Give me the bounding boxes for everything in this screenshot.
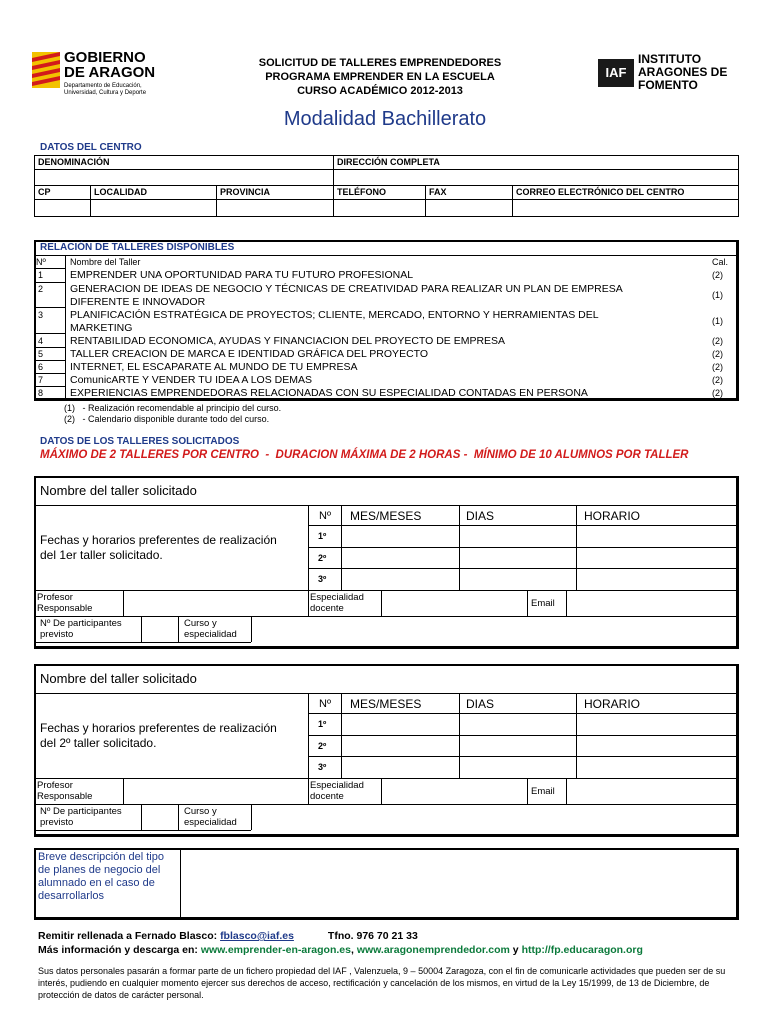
descripcion-line3: alumnado en el caso de [38, 877, 155, 889]
talleres-header-rule [34, 255, 739, 256]
provincia-label: PROVINCIA [220, 187, 271, 197]
taller1-fechas-line1: Fechas y horarios preferentes de realización [40, 533, 277, 547]
taller2-profesor-input[interactable] [124, 779, 307, 803]
taller2-horario-1-input[interactable] [577, 714, 737, 735]
taller2-fechas-label [40, 721, 277, 751]
taller2-especialidad-input[interactable] [382, 779, 527, 803]
grid-line [178, 804, 179, 830]
telefono-label: TELÉFONO [337, 187, 386, 197]
taller1-profesor-input[interactable] [124, 591, 307, 615]
num-col-rule [34, 307, 65, 308]
y-text: y [509, 944, 522, 956]
col-n-header: Nº [319, 510, 331, 522]
email-label: Email [531, 598, 555, 609]
curso-line1: Curso y [184, 806, 217, 817]
tfno-text: Tfno. 976 70 21 33 [327, 930, 418, 942]
taller-name: TALLER CREACION DE MARCA E IDENTIDAD GRÁFICA DEL PROYECTO [70, 348, 429, 360]
taller-cal: (2) [712, 375, 723, 385]
taller-name: ComunicARTE Y VENDER TU IDEA A LOS DEMAS [70, 374, 312, 386]
taller2-curso-input[interactable] [252, 805, 737, 829]
col-n-header: Nº [319, 698, 331, 710]
datos-centro-title: DATOS DEL CENTRO [40, 142, 142, 153]
iaf-logo [598, 53, 748, 95]
descripcion-line1: Breve descripción del tipo [38, 851, 164, 863]
taller-cal: (2) [712, 349, 723, 359]
aragon-shield-icon [32, 52, 60, 88]
col-name-header: Nombre del Taller [70, 257, 141, 267]
taller-name-cont: DIFERENTE E INNOVADOR [70, 296, 206, 308]
gov-logo-line2: DE ARAGON [64, 64, 156, 81]
privacy-note: Sus datos personales pasarán a formar parte de un fichero propiedad del IAF , Valenzuela, 9 – 50004 Zaragoza, con el fin de comunicarle actividades que pueden ser de su interés, pudiendo en cualquier momento ejercer sus derechos de acceso, rectificación y cancelación de los mismos, en virtud de la Ley 15/1999, de 13 de Diciembre, de protección de datos de carácter personal. [38, 966, 726, 1000]
taller-cal: (1) [712, 290, 723, 300]
row-3-label: 3º [318, 574, 327, 584]
taller1-participantes-input[interactable] [142, 617, 178, 641]
taller-num: 7 [38, 375, 44, 385]
taller1-curso-input[interactable] [252, 617, 737, 641]
grid-line [34, 830, 251, 831]
denominacion-label: DENOMINACIÓN [38, 157, 110, 167]
taller1-especialidad-input[interactable] [382, 591, 527, 615]
taller-name: RENTABILIDAD ECONOMICA, AYUDAS Y FINANCIACION DEL PROYECTO DE EMPRESA [70, 335, 506, 347]
row-1-label: 1º [318, 531, 327, 541]
centro-row-divider [34, 199, 739, 200]
divider [34, 693, 739, 694]
taller-name: PLANIFICACIÓN ESTRATÉGICA DE PROYECTOS; CLIENTE, MERCADO, ENTORNO Y HERRAMIENTAS DEL [70, 309, 599, 321]
talleres-title: RELACIÓN DE TALLERES DISPONIBLES [40, 242, 235, 253]
talleres-col-divider [65, 255, 66, 400]
grid-line [527, 590, 528, 616]
col-mes-header: MES/MESES [350, 509, 422, 523]
grid-line [34, 642, 251, 643]
taller-name: INTERNET, EL ESCAPARATE AL MUNDO DE TU EMPRESA [70, 361, 358, 373]
row-1-label: 1º [318, 719, 327, 729]
taller1-nombre-label: Nombre del taller solicitado [40, 483, 197, 498]
talleres-note-2: (2) - Calendario disponible durante todo del curso. [64, 414, 270, 424]
taller2-fechas-line2: del 2º taller solicitado. [40, 736, 157, 750]
fax-label: FAX [429, 187, 447, 197]
profesor-line1: Profesor [37, 592, 73, 603]
taller2-mes-1-input[interactable] [342, 714, 459, 735]
gov-logo-dept: Departamento de Educación, [64, 83, 142, 89]
taller2-nombre-label: Nombre del taller solicitado [40, 671, 197, 686]
descripcion-line2: de planes de negocio del [38, 864, 161, 876]
taller-num: 4 [38, 336, 44, 346]
grid-line [308, 590, 309, 616]
curso-line2: especialidad [184, 629, 237, 640]
taller1-dias-1-input[interactable] [460, 526, 576, 547]
sep-text: , [350, 944, 357, 956]
telefono-field[interactable] [333, 185, 426, 217]
taller-cal: (2) [712, 362, 723, 372]
especialidad-line2: docente [310, 791, 344, 802]
talleres-note-1: (1) - Realización recomendable al principio del curso. [64, 403, 282, 413]
especialidad-label [310, 592, 364, 614]
especialidad-line1: Especialidad [310, 780, 364, 791]
divider [34, 505, 739, 506]
iaf-badge: IAF [598, 59, 634, 87]
gov-logo-line1: GOBIERNO [64, 49, 146, 66]
taller-name-cont: MARKETING [70, 322, 133, 334]
provincia-field[interactable] [216, 185, 334, 217]
col-num-header: Nº [36, 257, 46, 267]
iaf-line1: INSTITUTO [638, 52, 702, 66]
solicitados-limits: MÁXIMO DE 2 TALLERES POR CENTRO - DURACION MÁXIMA DE 2 HORAS - MÍNIMO DE 10 ALUMNOS POR TALLER [40, 449, 689, 461]
num-col-rule [34, 268, 65, 269]
taller-num: 8 [38, 388, 44, 398]
especialidad-line1: Especialidad [310, 592, 364, 603]
gobierno-aragon-logo [32, 48, 172, 104]
participantes-label [40, 806, 122, 828]
taller-num: 2 [38, 284, 44, 294]
participantes-line2: previsto [40, 629, 74, 640]
curso-line1: Curso y [184, 618, 217, 629]
form-header-titles [200, 56, 560, 98]
curso-label [184, 806, 237, 828]
taller-name: EXPERIENCIAS EMPRENDEDORAS RELACIONADAS CON SU ESPECIALIDAD CONTADAS EN PERSONA [70, 387, 588, 399]
grid-line [308, 547, 739, 548]
num-col-rule [34, 333, 65, 334]
profesor-label [37, 592, 92, 614]
grid-line [308, 735, 739, 736]
participantes-line1: Nº De participantes [40, 806, 122, 817]
iaf-line3: FOMENTO [638, 78, 698, 92]
taller-num: 6 [38, 362, 44, 372]
grid-line [527, 778, 528, 804]
localidad-field[interactable] [90, 185, 217, 217]
row-2-label: 2º [318, 553, 327, 563]
col-horario-header: HORARIO [584, 509, 641, 523]
taller-cal: (2) [712, 336, 723, 346]
taller-num: 3 [38, 310, 44, 320]
taller2-dias-1-input[interactable] [460, 714, 576, 735]
iaf-line2: ARAGONES DE [638, 65, 728, 79]
grid-line [178, 616, 179, 642]
web1-link[interactable]: www.emprender-en-aragon.es [200, 944, 351, 956]
mas-info-text: Más información y descarga en: [38, 944, 201, 956]
col-dias-header: DIAS [466, 697, 495, 711]
correo-label: CORREO ELECTRÓNICO DEL CENTRO [516, 187, 685, 197]
footer-contact [38, 929, 643, 957]
email-label: Email [531, 786, 555, 797]
col-horario-header: HORARIO [584, 697, 641, 711]
denominacion-field[interactable] [34, 155, 334, 186]
profesor-line1: Profesor [37, 780, 73, 791]
remitir-line [38, 929, 643, 943]
col-dias-header: DIAS [466, 509, 495, 523]
taller-num: 5 [38, 349, 44, 359]
taller-cal: (2) [712, 388, 723, 398]
profesor-line2: Responsable [37, 791, 93, 802]
participantes-line2: previsto [40, 817, 74, 828]
grid-line [308, 778, 309, 804]
curso-line2: especialidad [184, 817, 237, 828]
gov-logo-dept2: Universidad, Cultura y Deporte [64, 90, 147, 96]
taller1-fechas-line2: del 1er taller solicitado. [40, 548, 163, 562]
profesor-label [37, 780, 92, 802]
profesor-line2: Responsable [37, 603, 93, 614]
taller-cal: (1) [712, 316, 723, 326]
modalidad-title: Modalidad Bachillerato [283, 108, 487, 130]
row-2-label: 2º [318, 741, 327, 751]
mas-info-line [38, 943, 643, 957]
taller-cal: (2) [712, 270, 723, 280]
header-title-line1: SOLICITUD DE TALLERES EMPRENDEDORES [258, 57, 502, 69]
taller2-participantes-input[interactable] [142, 805, 178, 829]
num-col-rule [34, 347, 65, 348]
web2-link[interactable]: www.aragonemprendedor.com [356, 944, 510, 956]
centro-row-divider [34, 169, 739, 170]
col-cal-header: Cal. [712, 257, 729, 267]
taller1-email-input[interactable] [567, 591, 737, 615]
taller-num: 1 [38, 270, 44, 280]
row-3-label: 3º [318, 762, 327, 772]
taller1-fechas-label [40, 533, 277, 563]
descripcion-label [38, 851, 164, 903]
grid-line [308, 756, 739, 757]
cp-label: CP [38, 187, 51, 197]
fax-field[interactable] [425, 185, 513, 217]
taller1-mes-1-input[interactable] [342, 526, 459, 547]
participantes-label [40, 618, 122, 640]
especialidad-label [310, 780, 364, 802]
header-title-line2: PROGRAMA EMPRENDER EN LA ESCUELA [265, 71, 495, 83]
remitir-text: Remitir rellenada a Fernado Blasco: [38, 930, 221, 942]
taller-name: GENERACION DE IDEAS DE NEGOCIO Y TÉCNICAS DE CREATIVIDAD PARA REALIZAR UN PLAN DE EMPRESA [70, 283, 623, 295]
solicitados-title: DATOS DE LOS TALLERES SOLICITADOS [40, 436, 240, 447]
web3-link[interactable]: http://fp.educaragon.org [521, 944, 643, 956]
descripcion-line4: desarrollarlos [38, 890, 105, 902]
descripcion-input[interactable] [181, 850, 737, 917]
direccion-field[interactable] [333, 155, 739, 186]
grid-line [308, 568, 739, 569]
especialidad-line2: docente [310, 603, 344, 614]
direccion-label: DIRECCIÓN COMPLETA [337, 157, 440, 167]
taller1-horario-1-input[interactable] [577, 526, 737, 547]
curso-label [184, 618, 237, 640]
taller2-email-input[interactable] [567, 779, 737, 803]
num-col-rule [34, 386, 65, 387]
contact-email-link[interactable]: fblasco@iaf.es [220, 930, 294, 942]
participantes-line1: Nº De participantes [40, 618, 122, 629]
num-col-rule [34, 282, 65, 283]
num-col-rule [34, 373, 65, 374]
taller2-fechas-line1: Fechas y horarios preferentes de realización [40, 721, 277, 735]
localidad-label: LOCALIDAD [94, 187, 147, 197]
num-col-rule [34, 360, 65, 361]
cp-field[interactable] [34, 185, 91, 217]
correo-field[interactable] [512, 185, 739, 217]
taller-name: EMPRENDER UNA OPORTUNIDAD PARA TU FUTURO PROFESIONAL [70, 269, 414, 281]
header-title-line3: CURSO ACADÉMICO 2012-2013 [297, 85, 463, 97]
col-mes-header: MES/MESES [350, 697, 422, 711]
